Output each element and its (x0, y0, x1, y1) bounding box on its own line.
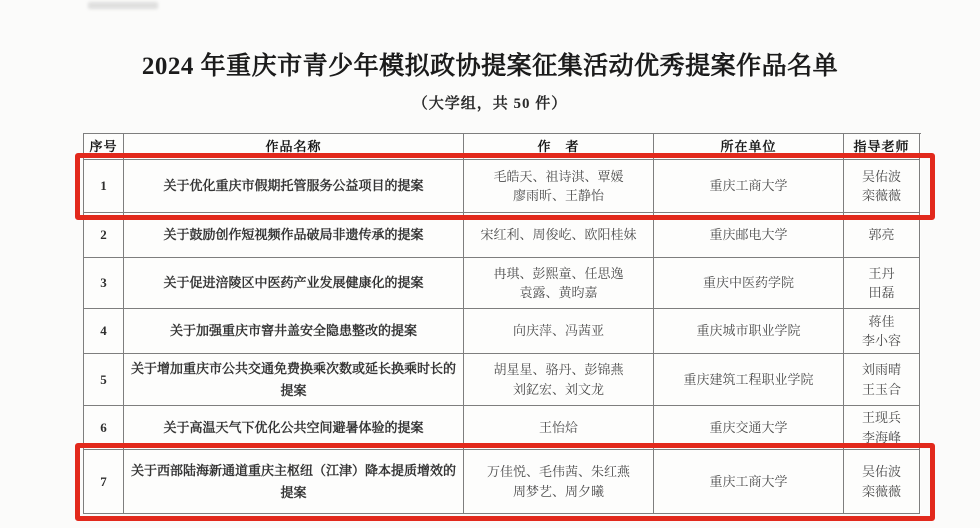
cell-advisors: 吴佑波 栾薇薇 (844, 160, 920, 213)
cell-unit: 重庆工商大学 (654, 160, 844, 213)
cell-advisors: 王现兵 李海峰 (844, 406, 920, 450)
table-row (84, 406, 921, 450)
cell-authors: 向庆萍、冯茜亚 (464, 309, 654, 354)
page-subtitle: （大学组，共 50 件） (412, 96, 568, 112)
results-table (83, 133, 921, 514)
cell-sequence-number: 1 (84, 160, 124, 213)
cell-work-title: 关于高温天气下优化公共空间避暑体验的提案 (124, 406, 464, 450)
header-cell: 作 者 (464, 134, 654, 160)
cell-advisors: 刘雨晴 王玉合 (844, 354, 920, 406)
cell-work-title: 关于促进涪陵区中医药产业发展健康化的提案 (124, 258, 464, 309)
cell-advisors: 王丹 田磊 (844, 258, 920, 309)
cell-advisors: 郭亮 (844, 213, 920, 258)
cell-unit: 重庆邮电大学 (654, 213, 844, 258)
cell-work-title: 关于增加重庆市公共交通免费换乘次数或延长换乘时长的提案 (124, 354, 464, 406)
header-cell: 所在单位 (654, 134, 844, 160)
cell-unit: 重庆工商大学 (654, 450, 844, 514)
table-row (84, 354, 921, 406)
cell-authors: 冉琪、彭熙童、任思逸 袁露、黄昀嘉 (464, 258, 654, 309)
header-cell: 序号 (84, 134, 124, 160)
header-cell: 指导老师 (844, 134, 920, 160)
cell-authors: 万佳悦、毛伟茜、朱红燕 周梦艺、周夕曦 (464, 450, 654, 514)
cell-sequence-number: 6 (84, 406, 124, 450)
cell-work-title: 关于优化重庆市假期托管服务公益项目的提案 (124, 160, 464, 213)
cell-sequence-number: 2 (84, 213, 124, 258)
cell-work-title: 关于加强重庆市窨井盖安全隐患整改的提案 (124, 309, 464, 354)
page-title: 2024 年重庆市青少年模拟政协提案征集活动优秀提案作品名单 (141, 53, 839, 80)
cell-work-title: 关于鼓励创作短视频作品破局非遗传承的提案 (124, 213, 464, 258)
cell-advisors: 吴佑波 栾薇薇 (844, 450, 920, 514)
cell-unit: 重庆中医药学院 (654, 258, 844, 309)
cell-unit: 重庆建筑工程职业学院 (654, 354, 844, 406)
header-cell: 作品名称 (124, 134, 464, 160)
table-row (84, 258, 921, 309)
cell-authors: 宋红利、周俊屹、欧阳桂妹 (464, 213, 654, 258)
cell-sequence-number: 3 (84, 258, 124, 309)
table-row (84, 450, 921, 514)
cell-authors: 胡星星、骆丹、彭锦燕 刘釔宏、刘文龙 (464, 354, 654, 406)
table-row (84, 160, 921, 213)
table-row (84, 213, 921, 258)
cell-work-title: 关于西部陆海新通道重庆主枢纽（江津）降本提质增效的提案 (124, 450, 464, 514)
cropped-text-artifact (88, 2, 158, 9)
cell-sequence-number: 7 (84, 450, 124, 514)
cell-authors: 王怡烚 (464, 406, 654, 450)
cell-sequence-number: 4 (84, 309, 124, 354)
cell-advisors: 蒋佳 李小容 (844, 309, 920, 354)
cell-unit: 重庆城市职业学院 (654, 309, 844, 354)
cell-unit: 重庆交通大学 (654, 406, 844, 450)
table-body (84, 160, 921, 514)
cell-authors: 毛皓天、祖诗淇、覃媛 廖雨昕、王静怡 (464, 160, 654, 213)
cell-sequence-number: 5 (84, 354, 124, 406)
table-header-row (84, 134, 921, 160)
table-row (84, 309, 921, 354)
